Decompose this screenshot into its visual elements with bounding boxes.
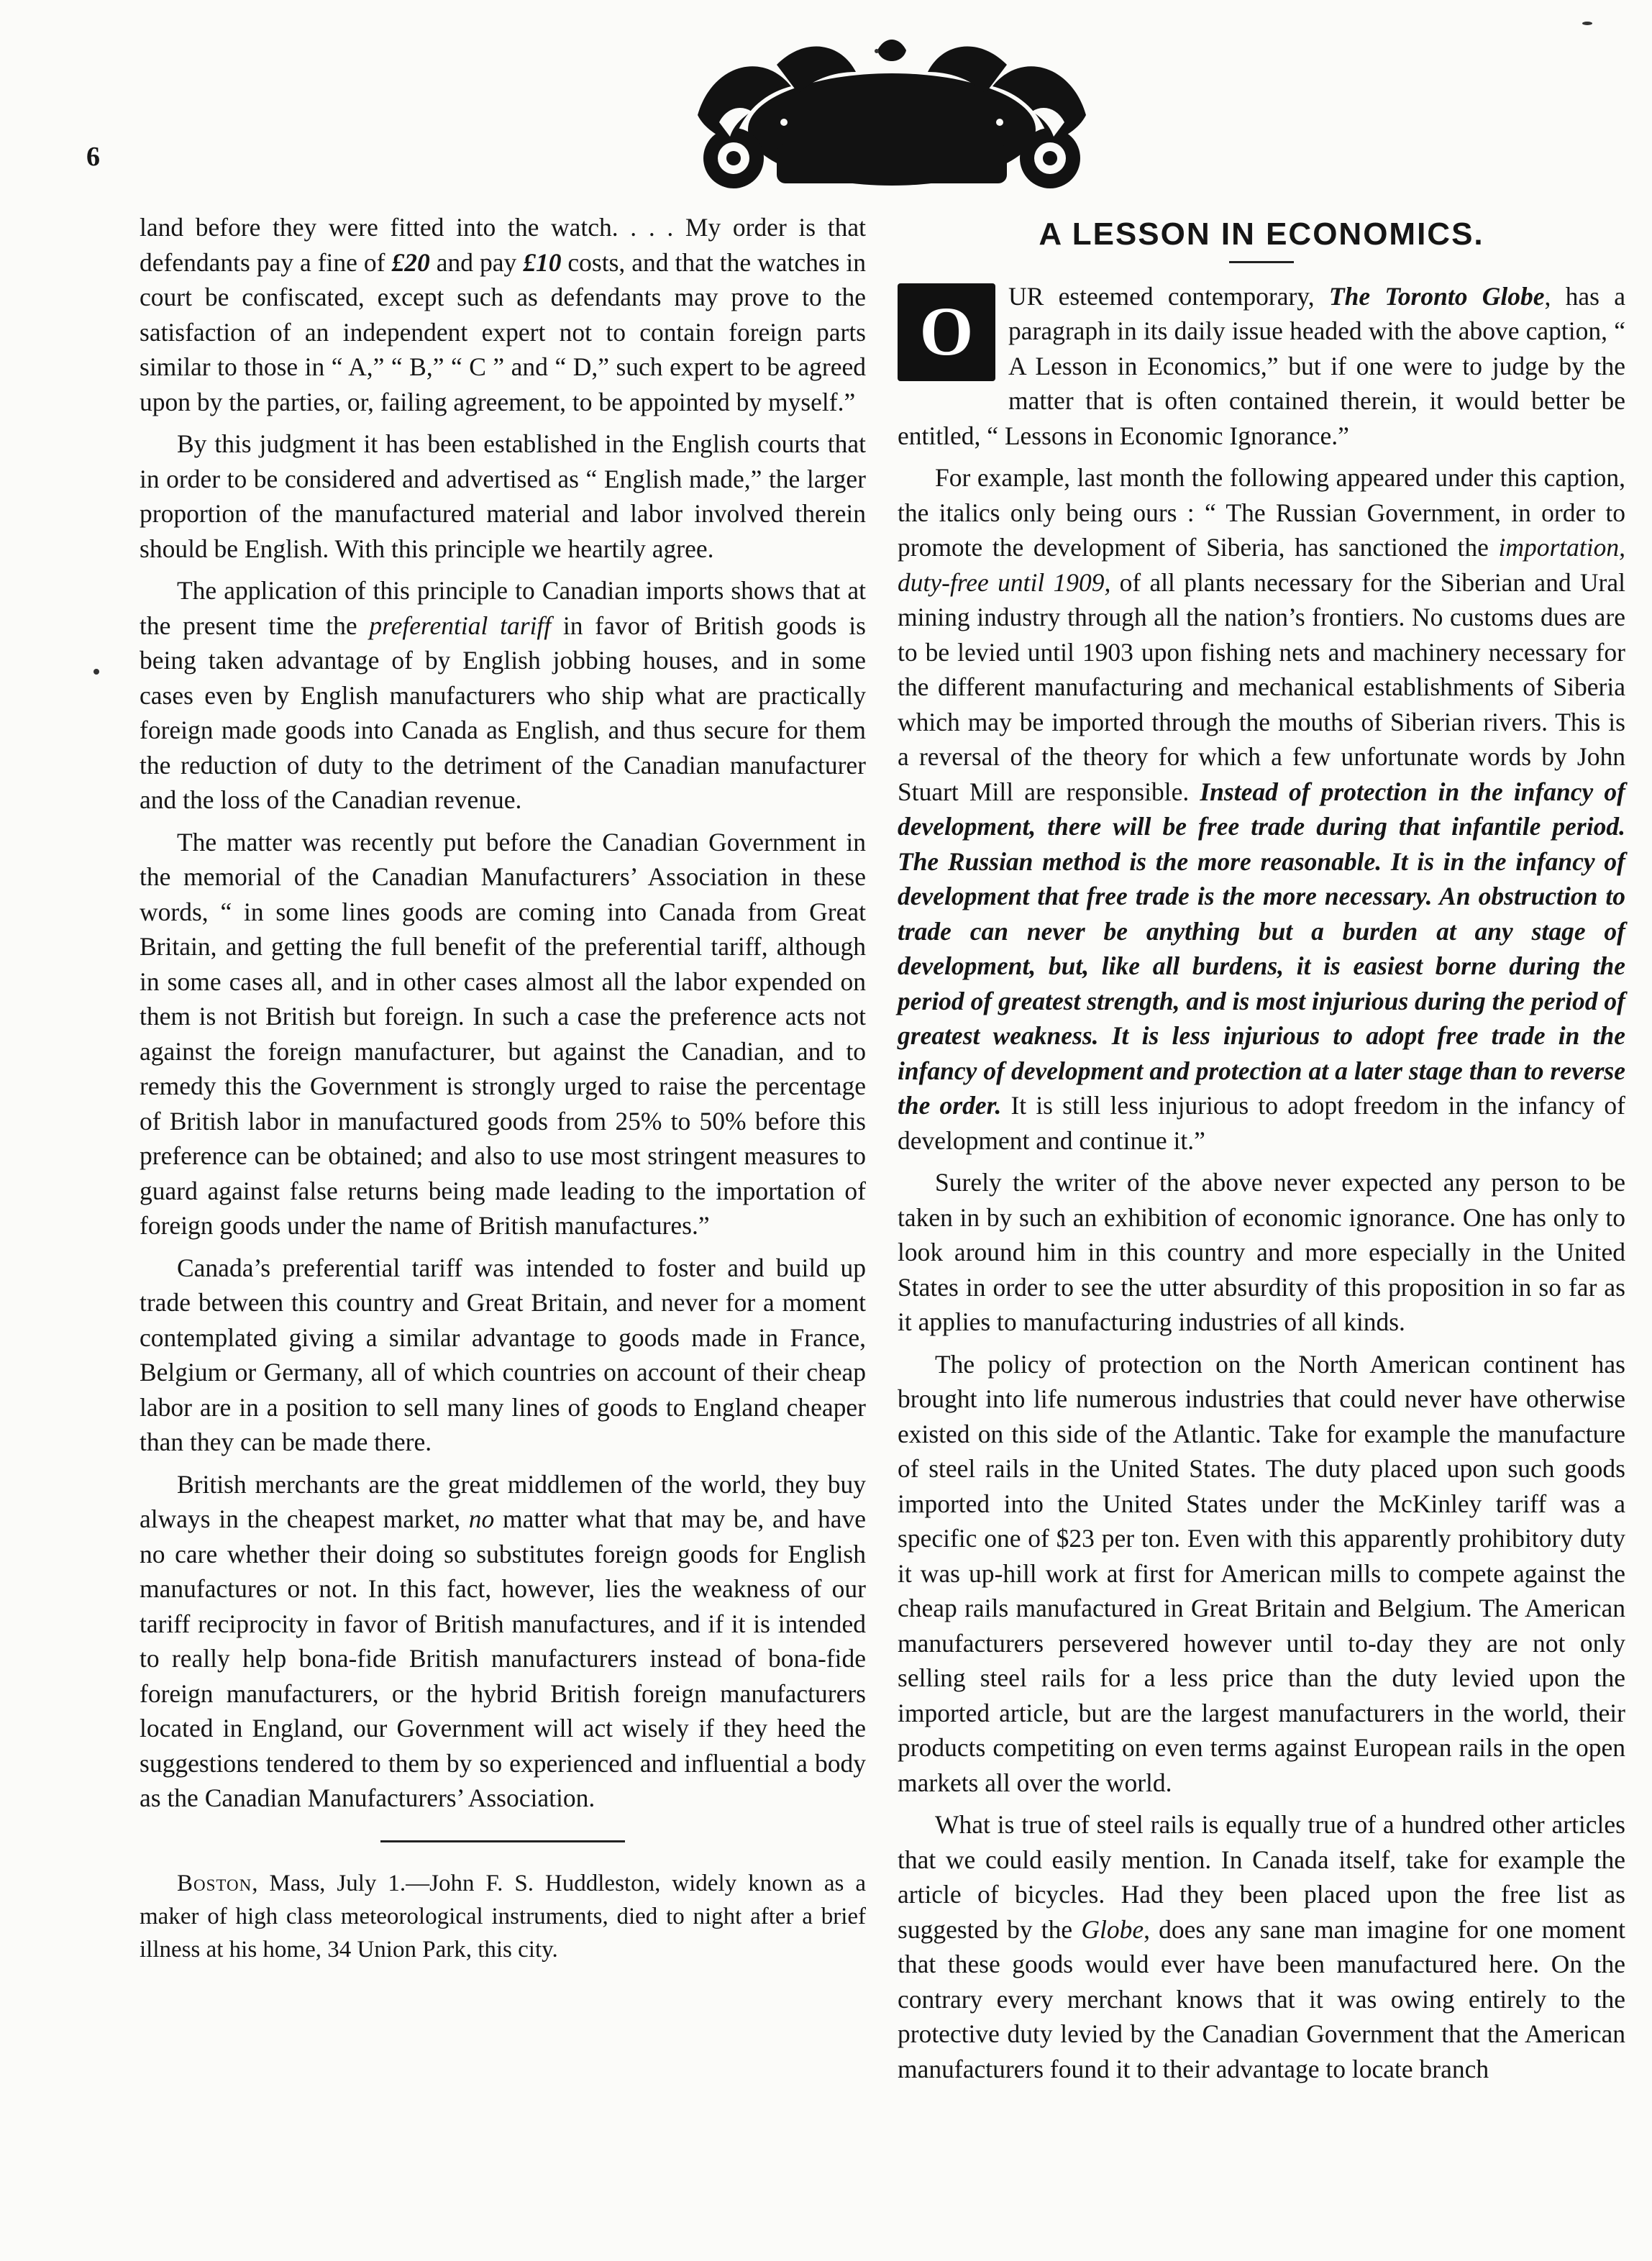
paragraph: land before they were fitted into the watch. . . . My order is that defendants pay a fine of £20 and pay £10 costs, and that the watches in court be confiscated, except such as defendants may prove to the satisfaction of an independent expert not to contain foreign parts similar to those in “ A,” “ B,” “ C ” and “ D,” such expert to be agreed upon by the parties, or, failing agreement, to be appointed by myself.” [140,213,867,416]
ink-speck [93,669,99,675]
paragraph: For example, last month the following appeared under this caption, the italics only being ours : “ The Russian Government, in order to promote the development of Siberia, has sanctioned the importation, duty-free until 1909, of all plants necessary for the Siberian and Ural mining industry through all the nation’s frontiers. No customs dues are to be levied until 1903 upon fishing nets and machinery necessary for the different manufacturing and mechanical establishments of Siberia which may be imported through the mouths of Siberian rivers. This is a reversal of the theory for which a few unfortunate words by John Stuart Mill are responsible. Instead of protection in the infancy of development, there will be free trade during that infantile period. The Russian method is the more reasonable. It is in the infancy of development that free trade is the more necessary. An obstruction to trade can never be anything but a burden at any stage of development, but, like all burdens, it is easiest borne during the period of greatest strength, and is most injurious during the period of greatest weakness. It is less injurious to adopt free trade in the infancy of development and protection at a later stage than to reverse the order. It is still less injurious to adopt freedom in the infancy of development and continue it.” [898,463,1626,1155]
ink-speck [875,49,879,53]
paragraph: By this judgment it has been established in the English courts that in order to be considered and advertised as “ English made,” the larger proportion of the manufactured material and labor involved therein should be English. With this principle we heartily agree. [140,429,866,563]
floral-ornament-headpiece [669,22,1115,194]
right-column [898,210,1625,2093]
drop-cap: O [898,283,995,381]
divider-rule [380,1840,625,1842]
article-title: A LESSON IN ECONOMICS. [1039,216,1484,252]
news-item-dateline: Boston, Mass, July 1.—John F. S. Huddleston, widely known as a maker of high class meteorological instruments, died to night after a brief illness at his home, 34 Union Park, this city. [140,1870,866,1963]
ink-speck [1582,22,1592,25]
paragraph: Surely the writer of the above never expected any person to be taken in by such an exhibition of economic ignorance. One has only to look around him in this country and more especially in the United States in order to see the utter absurdity of this proposition in so far as it applies to manufacturing industries of all kinds. [898,1168,1625,1336]
paragraph: The policy of protection on the North American continent has brought into life numerous industries that could never have otherwise existed on this side of the Atlantic. Take for example the manufacture of steel rails in the United States. The duty placed upon such goods imported into the United States under the McKinley tariff was a specific one of $23 per ton. Even with this apparently prohibitory duty it was up-hill work at first for American mills to compete against the cheap rails manufactured in Great Britain and Belgium. The American manufacturers persevered however until to-day they are not only selling steel rails for a less price than the duty levied upon the imported article, but are the largest manufacturers in the world, their products competiting on even terms against European rails in the open markets all over the world. [898,1349,1625,1797]
paragraph: O UR esteemed contemporary, The Toronto Globe, has a paragraph in its daily issue headed with the above caption, “ A Lesson in Economics,” but if one were to judge by the matter that is often contained therein, it would better be entitled, “ Lessons in Economic Ignorance.” [898,281,1625,450]
paragraph: The application of this principle to Canadian imports shows that at the present time the preferential tariff in favor of British goods is being taken advantage of by English jobbing houses, and in some cases even by English manufacturers who ship what are practically foreign made goods into Canada as English, and thus secure for them the reduction of duty to the detriment of the Canadian manufacturer and the loss of the Canadian revenue. [140,576,866,814]
paragraph: British merchants are the great middlemen of the world, they buy always in the cheapest market, no matter what that may be, and have no care whether their doing so substitutes foreign goods for English manufactures or not. In this fact, however, lies the weakness of our tariff reciprocity in favor of British manufactures, and if it is intended to really help bona-fide British manufacturers instead of bona-fide foreign manufacturers, or the hybrid British foreign manufacturers located in England, our Government will act wisely if they heed the suggestions tendered to them by so experienced and influential a body as the Canadian Manufacturers’ Association. [140,1469,867,1812]
paragraph: What is true of steel rails is equally true of a hundred other articles that we could easily mention. In Canada itself, take for example the article of bicycles. Had they been placed upon the free list as suggested by the Globe, does any sane man imagine for one moment that these goods would ever have been manufactured here. On the contrary every merchant knows that it was owing entirely to the protective duty levied by the Canadian Government that the American manufacturers found it to their advantage to locate branch [898,1810,1625,2083]
page-number: 6 [86,142,100,172]
paragraph: Canada’s preferential tariff was intended to foster and build up trade between this country and Great Britain, and never for a moment contemplated giving a similar advantage to goods made in France, Belgium or Germany, all of which countries on account of their cheap labor are in a position to sell many lines of goods to England cheaper than they can be made there. [140,1253,866,1456]
left-column [140,210,866,1973]
paragraph: The matter was recently put before the Canadian Government in the memorial of the Canadian Manufacturers’ Association in these words, “ in some lines goods are coming into Canada from Great Britain, and getting the full benefit of the preferential tariff, although in some cases all, and in other cases almost all the labor expended on them is not British but foreign. In such a case the preference acts not against the foreign manufacturer, but against the Canadian, and to remedy this the Government is strongly urged to raise the percentage of British labor in manufactured goods from 25% to 50% before this preference can be obtained; and also to use most stringent measures to guard against false returns being made leading to the importation of foreign goods under the name of British manufactures.” [140,827,866,1240]
title-rule [1229,261,1294,263]
